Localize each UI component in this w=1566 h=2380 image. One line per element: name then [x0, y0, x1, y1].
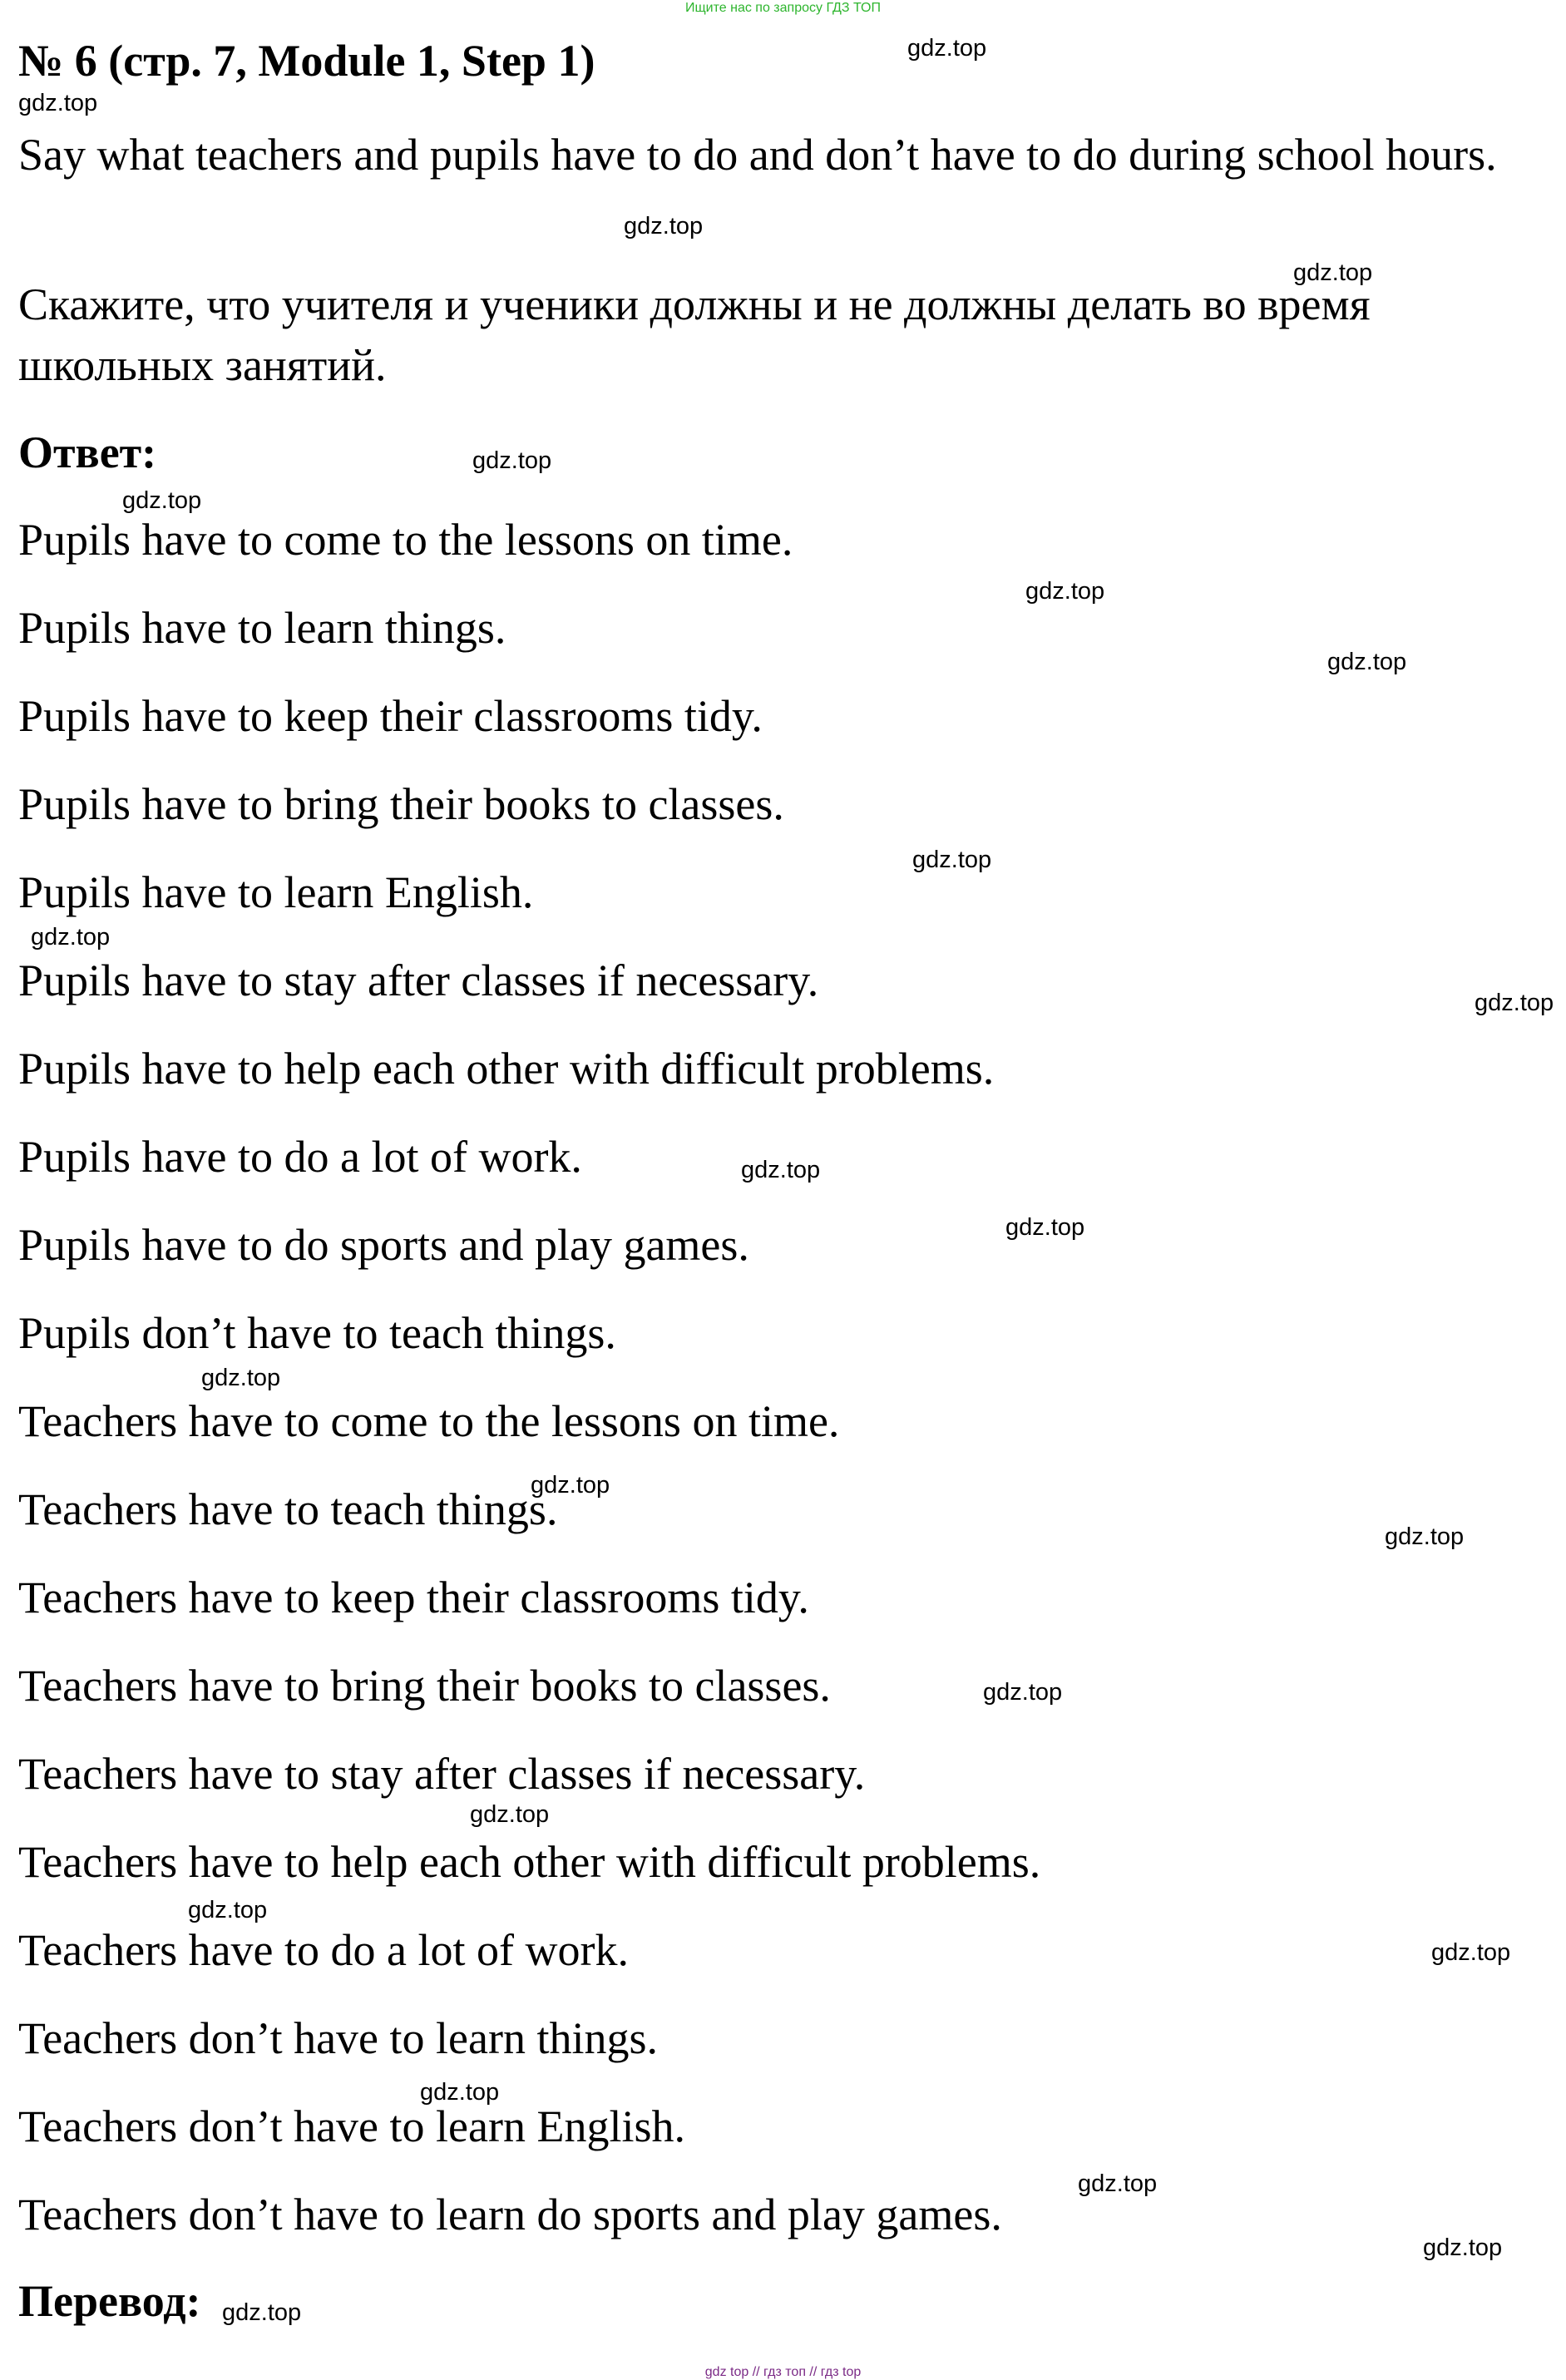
watermark: gdz.top: [188, 1897, 268, 1923]
answer-line: Pupils have to learn things.: [18, 603, 506, 653]
watermark: gdz.top: [1025, 578, 1105, 605]
answer-line: Teachers have to come to the lessons on time.: [18, 1396, 840, 1446]
watermark: gdz.top: [31, 924, 111, 951]
answer-line: Teachers don’t have to learn do sports and play games.: [18, 2190, 1002, 2239]
task-russian: Скажите, что учителя и ученики должны и не должны делать во время школьных занятий.: [18, 279, 1371, 390]
translation-heading: Перевод:: [18, 2276, 201, 2326]
answer-line: Pupils don’t have to teach things.: [18, 1308, 616, 1358]
watermark: gdz.top: [1423, 2234, 1503, 2261]
task-english: Say what teachers and pupils have to do and don’t have to do during school hours.: [18, 130, 1497, 180]
watermark: gdz.top: [472, 447, 552, 474]
answer-line: Teachers have to stay after classes if necessary.: [18, 1749, 866, 1799]
watermark: gdz.top: [624, 213, 704, 239]
watermark: gdz.top: [420, 2079, 500, 2106]
answer-line: Pupils have to come to the lessons on time.: [18, 515, 793, 565]
watermark: gdz.top: [18, 90, 98, 116]
answer-line: Pupils have to do a lot of work.: [18, 1132, 582, 1182]
answer-line: Teachers don’t have to learn things.: [18, 2013, 658, 2063]
answer-line: Pupils have to do sports and play games.: [18, 1220, 749, 1270]
answer-line: Teachers have to bring their books to classes.: [18, 1661, 831, 1711]
answer-line: Teachers don’t have to learn English.: [18, 2101, 685, 2151]
watermark: gdz.top: [201, 1365, 281, 1391]
watermark: gdz.top: [1431, 1939, 1511, 1966]
answer-line: Pupils have to learn English.: [18, 867, 534, 917]
watermark: gdz.top: [1385, 1523, 1465, 1550]
answer-line: Teachers have to help each other with difficult problems.: [18, 1837, 1041, 1887]
watermark: gdz.top: [907, 35, 987, 62]
watermark: gdz.top: [531, 1472, 610, 1499]
watermark: gdz.top: [983, 1679, 1063, 1706]
watermark: gdz.top: [1327, 649, 1407, 675]
answer-line: Pupils have to stay after classes if necessary.: [18, 955, 819, 1005]
page-title: № 6 (стр. 7, Module 1, Step 1): [18, 36, 595, 86]
watermark: gdz.top: [912, 847, 992, 873]
watermark: gdz.top: [1078, 2170, 1158, 2197]
answer-line: Pupils have to help each other with difficult problems.: [18, 1044, 995, 1094]
watermark: gdz.top: [1005, 1214, 1085, 1241]
footer: gdz top // гдз топ // гдз top: [704, 2365, 862, 2379]
watermark: gdz.top: [741, 1157, 821, 1183]
watermark: gdz.top: [122, 487, 202, 514]
watermark: gdz.top: [1475, 990, 1554, 1016]
answer-line: Pupils have to bring their books to classes.: [18, 779, 784, 829]
answer-line: Teachers have to keep their classrooms tidy.: [18, 1573, 809, 1622]
answer-line: Teachers have to do a lot of work.: [18, 1925, 629, 1975]
watermark: gdz.top: [470, 1801, 550, 1828]
answer-line: Teachers have to teach things.: [18, 1484, 558, 1534]
answer-heading: Ответ:: [18, 427, 157, 477]
watermark: gdz.top: [1293, 259, 1373, 286]
top-banner: Ищите нас по запросу ГДЗ ТОП: [685, 1, 881, 15]
watermark: gdz.top: [222, 2299, 302, 2326]
answer-line: Pupils have to keep their classrooms tidy.: [18, 691, 763, 741]
